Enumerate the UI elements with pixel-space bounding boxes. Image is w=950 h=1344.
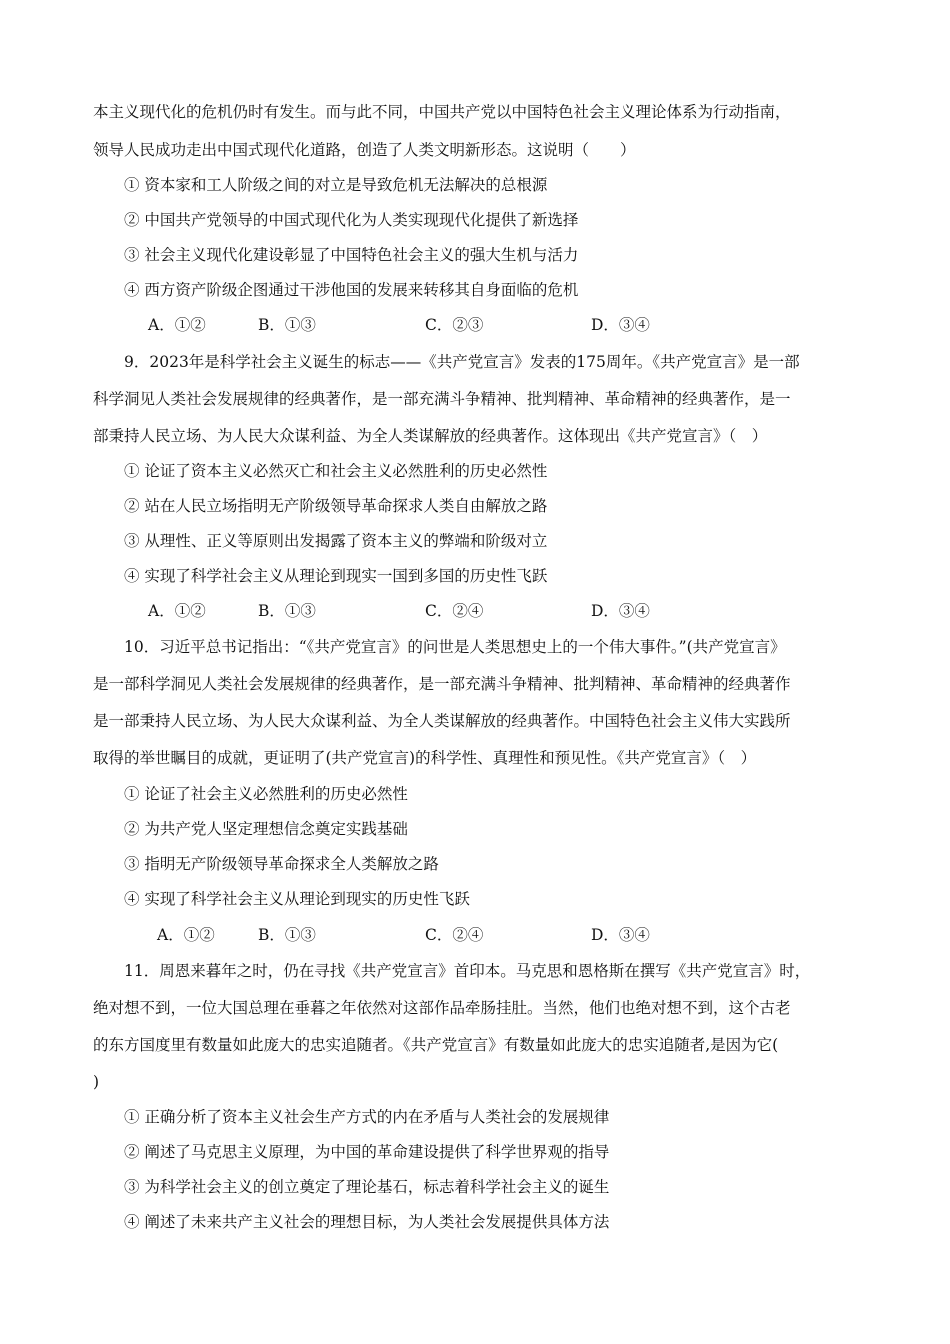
q11-option-4: ④ 阐述了未来共产主义社会的理想目标，为人类社会发展提供具体方法 [124, 1213, 610, 1231]
q10-answer-a: A．①② [157, 926, 215, 944]
intro-answer-c: C．②③ [425, 316, 484, 334]
q9-line-3: 部秉持人民立场、为人民大众谋利益、为全人类谋解放的经典著作。这体现出《共产党宣言》（ ） [93, 427, 768, 445]
q10-answer-d: D．③④ [591, 926, 650, 944]
q9-option-2: ② 站在人民立场指明无产阶级领导革命探求人类自由解放之路 [124, 497, 548, 515]
q10-line-4: 取得的举世瞩目的成就，更证明了(共产党宣言)的科学性、真理性和预见性。《共产党宣言》（ ） [93, 749, 757, 767]
intro-option-4: ④ 西方资产阶级企图通过干涉他国的发展来转移其自身面临的危机 [124, 281, 579, 299]
intro-option-1: ① 资本家和工人阶级之间的对立是导致危机无法解决的总根源 [124, 176, 548, 194]
q10-line-1: 10．习近平总书记指出：“《共产党宣言》的问世是人类思想史上的一个伟大事件。”(共产党宣言》 [124, 638, 786, 656]
q11-line-3: 的东方国度里有数量如此庞大的忠实追随者。《共产党宣言》有数量如此庞大的忠实追随者,是因为它( [93, 1036, 779, 1054]
intro-option-2: ② 中国共产党领导的中国式现代化为人类实现现代化提供了新选择 [124, 211, 579, 229]
q9-answer-a: A．①② [148, 602, 206, 620]
q10-option-2: ② 为共产党人坚定理想信念奠定实践基础 [124, 820, 408, 838]
q9-line-2: 科学洞见人类社会发展规律的经典著作，是一部充满斗争精神、批判精神、革命精神的经典著作，是一 [93, 390, 791, 408]
q10-answer-b: B．①③ [258, 926, 316, 944]
q10-line-3: 是一部秉持人民立场、为人民大众谋利益、为全人类谋解放的经典著作。中国特色社会主义伟大实践所 [93, 712, 791, 730]
intro-answer-a: A．①② [148, 316, 206, 334]
intro-answer-d: D．③④ [591, 316, 650, 334]
intro-line-2: 领导人民成功走出中国式现代化道路，创造了人类文明新形态。这说明（ ） [93, 141, 636, 159]
intro-line-1: 本主义现代化的危机仍时有发生。而与此不同，中国共产党以中国特色社会主义理论体系为行动指南， [93, 103, 791, 121]
q11-line-4: ) [93, 1073, 100, 1091]
q9-answer-c: C．②④ [425, 602, 484, 620]
q11-line-1: 11．周恩来暮年之时，仍在寻找《共产党宣言》首印本。马克思和恩格斯在撰写《共产党宣言》时， [124, 962, 811, 980]
q11-option-2: ② 阐述了马克思主义原理，为中国的革命建设提供了科学世界观的指导 [124, 1143, 610, 1161]
q9-answer-b: B．①③ [258, 602, 316, 620]
q10-line-2: 是一部科学洞见人类社会发展规律的经典著作，是一部充满斗争精神、批判精神、革命精神的经典著作 [93, 675, 791, 693]
q10-option-3: ③ 指明无产阶级领导革命探求全人类解放之路 [124, 855, 439, 873]
q9-line-1: 9．2023年是科学社会主义诞生的标志——《共产党宣言》发表的175周年。《共产党宣言》是一部 [124, 353, 800, 371]
q9-option-3: ③ 从理性、正义等原则出发揭露了资本主义的弊端和阶级对立 [124, 532, 548, 550]
q9-option-4: ④ 实现了科学社会主义从理论到现实一国到多国的历史性飞跃 [124, 567, 548, 585]
intro-option-3: ③ 社会主义现代化建设彰显了中国特色社会主义的强大生机与活力 [124, 246, 579, 264]
q10-option-4: ④ 实现了科学社会主义从理论到现实的历史性飞跃 [124, 890, 470, 908]
q9-option-1: ① 论证了资本主义必然灭亡和社会主义必然胜利的历史必然性 [124, 462, 548, 480]
q11-option-3: ③ 为科学社会主义的创立奠定了理论基石，标志着科学社会主义的诞生 [124, 1178, 610, 1196]
intro-answer-b: B．①③ [258, 316, 316, 334]
q10-option-1: ① 论证了社会主义必然胜利的历史必然性 [124, 785, 408, 803]
q11-line-2: 绝对想不到，一位大国总理在垂暮之年依然对这部作品牵肠挂肚。当然，他们也绝对想不到，这个古老 [93, 999, 791, 1017]
q10-answer-c: C．②④ [425, 926, 484, 944]
q9-answer-d: D．③④ [591, 602, 650, 620]
q11-option-1: ① 正确分析了资本主义社会生产方式的内在矛盾与人类社会的发展规律 [124, 1108, 610, 1126]
